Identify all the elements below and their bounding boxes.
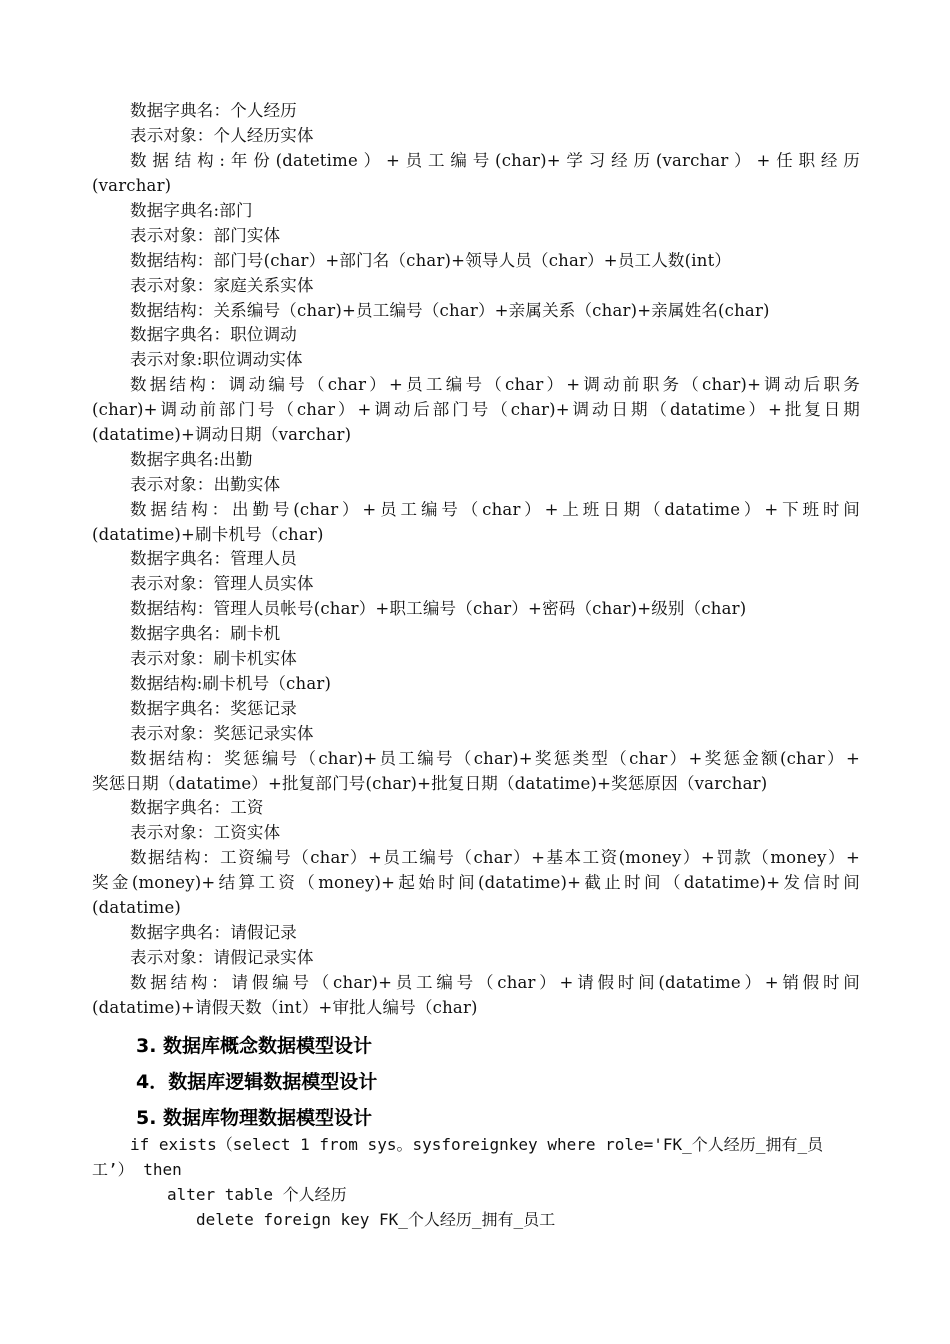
text-line: 表示对象：管理人员实体 [130, 574, 314, 593]
text-line: 表示对象：工资实体 [130, 823, 281, 842]
text-line: 数据字典名：请假记录 [130, 923, 297, 942]
text-line: 表示对象：个人经历实体 [130, 126, 314, 145]
text-line: 数据结构：关系编号（char)+员工编号（char）+亲属关系（char)+亲属姓名(char) [130, 301, 770, 320]
text-line: 表示对象：家庭关系实体 [130, 276, 314, 295]
code-line: if exists（select 1 from sys。sysforeignkey where role='FK_个人经历_拥有_员 [130, 1135, 824, 1154]
section-heading: 4．数据库逻辑数据模型设计 [136, 1071, 378, 1093]
text-line: 表示对象：请假记录实体 [130, 948, 314, 967]
text-line: 表示对象：奖惩记录实体 [130, 724, 314, 743]
section-heading: 5. 数据库物理数据模型设计 [136, 1107, 373, 1129]
text-line: (datatime)+调动日期（varchar) [92, 425, 352, 444]
section-heading: 3. 数据库概念数据模型设计 [136, 1035, 373, 1057]
text-line: 数据字典名：工资 [130, 798, 264, 817]
text-line: 表示对象：刷卡机实体 [130, 649, 297, 668]
text-line: (datatime) [92, 898, 182, 917]
text-line: 数据字典名：管理人员 [130, 549, 297, 568]
text-line: 表示对象：部门实体 [130, 226, 281, 245]
text-line: 数据字典名：职位调动 [130, 325, 297, 344]
text-line: 数据字典名:出勤 [130, 450, 253, 469]
text-line: 表示对象:职位调动实体 [130, 350, 303, 369]
text-line: (varchar) [92, 176, 172, 195]
text-line: 奖金(money)+结算工资（money)+起始时间(datatime)+截止时间（datatime)+发信时间 [92, 873, 860, 892]
text-line: 数据结构：奖惩编号（char)+员工编号（char)+奖惩类型（char）+奖惩金额(char）+ [130, 749, 860, 768]
text-line: 表示对象：出勤实体 [130, 475, 281, 494]
text-line: 数据结构：调动编号（char）+员工编号（char）+调动前职务（char)+调动后职务 [130, 375, 860, 394]
text-line: 数据字典名:部门 [130, 201, 253, 220]
text-line: 数据结构:刷卡机号（char) [130, 674, 332, 693]
text-line: (char)+调动前部门号（char）+调动后部门号（char)+调动日期（datatime）+批复日期 [92, 400, 860, 419]
text-line: 奖惩日期（datatime）+批复部门号(char)+批复日期（datatime)+奖惩原因（varchar) [92, 774, 768, 793]
text-line: 数据结构：出勤号(char）+员工编号（char）+上班日期（datatime）+下班时间 [130, 500, 860, 519]
text-line: 数据结构：管理人员帐号(char）+职工编号（char）+密码（char)+级别（char) [130, 599, 747, 618]
code-line: 工’） then [92, 1160, 182, 1179]
text-line: 数据结构:年份(datetime）+员工编号(char)+学习经历(varchar）+任职经历 [130, 151, 860, 170]
text-line: 数据结构：工资编号（char）+员工编号（char）+基本工资(money）+罚款（money）+ [130, 848, 860, 867]
text-line: 数据字典名：奖惩记录 [130, 699, 297, 718]
text-line: 数据字典名：刷卡机 [130, 624, 281, 643]
text-line: 数据结构：部门号(char）+部门名（char)+领导人员（char）+员工人数(int） [130, 251, 732, 270]
text-line: 数据字典名：个人经历 [130, 101, 297, 120]
code-line: delete foreign key FK_个人经历_拥有_员工 [196, 1210, 556, 1229]
text-line: (datatime)+刷卡机号（char) [92, 525, 324, 544]
code-line: alter table 个人经历 [167, 1185, 347, 1204]
text-line: (datatime)+请假天数（int）+审批人编号（char) [92, 998, 478, 1017]
text-line: 数据结构：请假编号（char)+员工编号（char）+请假时间(datatime）+销假时间 [130, 973, 860, 992]
